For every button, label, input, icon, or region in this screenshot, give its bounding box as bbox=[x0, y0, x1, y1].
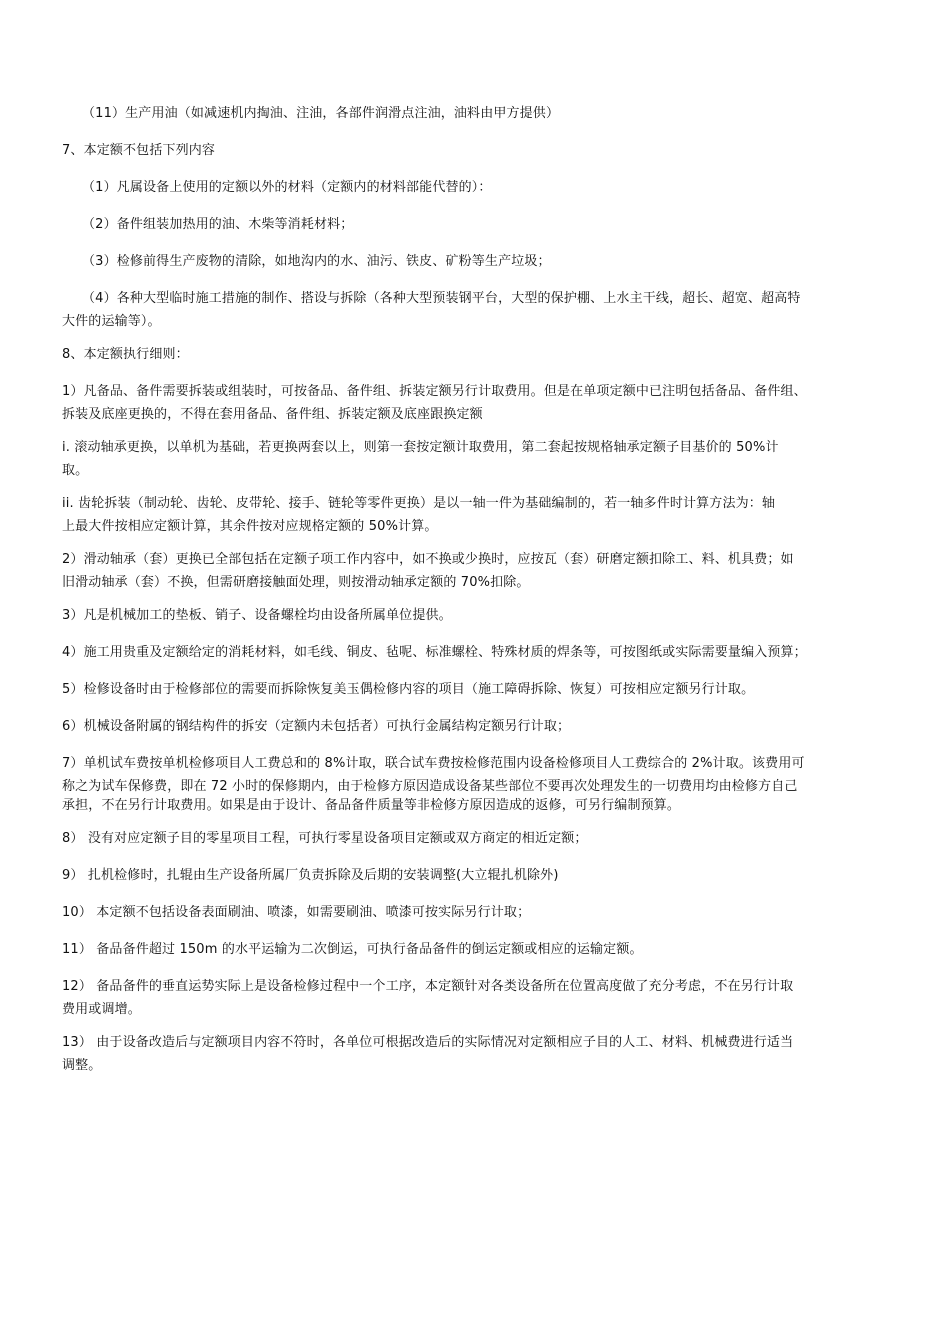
rule-11: 11） 备品备件超过 150m 的水平运输为二次倒运，可执行备品备件的倒运定额或相应的运输定额。 bbox=[62, 942, 643, 957]
rule-1-i-line2: 取。 bbox=[62, 463, 89, 478]
section-7-item-4-line2: 大件的运输等）。 bbox=[62, 314, 161, 329]
section-7-item-3: （3）检修前得生产废物的清除，如地沟内的水、油污、铁皮、矿粉等生产垃圾； bbox=[82, 254, 551, 269]
section-7-item-2: （2）备件组装加热用的油、木柴等消耗材料； bbox=[82, 217, 354, 232]
document-body bbox=[62, 95, 892, 1080]
section-8-heading: 8、本定额执行细则： bbox=[62, 347, 189, 362]
rule-1-ii-line1: ii. 齿轮拆装（制动轮、齿轮、皮带轮、接手、链轮等零件更换）是以一轴一件为基础编制的，若一轴多件时计算方法为：轴 bbox=[62, 496, 776, 511]
rule-12-line2: 费用或调增。 bbox=[62, 1002, 141, 1017]
section-7-item-1: （1）凡属设备上使用的定额以外的材料（定额内的材料部能代替的）： bbox=[82, 180, 492, 195]
rule-8: 8） 没有对应定额子目的零星项目工程，可执行零星设备项目定额或双方商定的相近定额； bbox=[62, 831, 588, 846]
rule-9: 9） 扎机检修时，扎辊由生产设备所属厂负责拆除及后期的安装调整(大立辊扎机除外) bbox=[62, 868, 559, 883]
rule-7-line1: 7）单机试车费按单机检修项目人工费总和的 8%计取，联合试车费按检修范围内设备检修项目人工费综合的 2%计取。该费用可 bbox=[62, 756, 805, 771]
item-11-production-oil: （11）生产用油（如减速机内掏油、注油，各部件润滑点注油，油料由甲方提供） bbox=[82, 106, 560, 121]
section-7-heading: 7、本定额不包括下列内容 bbox=[62, 143, 216, 158]
rule-13-line2: 调整。 bbox=[62, 1058, 102, 1073]
rule-1-i-line1: i. 滚动轴承更换，以单机为基础，若更换两套以上，则第一套按定额计取费用，第二套起按规格轴承定额子目基价的 50%计 bbox=[62, 440, 779, 455]
rule-2-line1: 2）滑动轴承（套）更换已全部包括在定额子项工作内容中，如不换或少换时，应按瓦（套）研磨定额扣除工、料、机具费；如 bbox=[62, 552, 794, 567]
rule-4: 4）施工用贵重及定额给定的消耗材料，如毛线、铜皮、毡呢、标准螺栓、特殊材质的焊条等，可按图纸或实际需要量编入预算； bbox=[62, 645, 807, 660]
rule-5: 5）检修设备时由于检修部位的需要而拆除恢复美玉偶检修内容的项目（施工障碍拆除、恢复）可按相应定额另行计取。 bbox=[62, 682, 755, 697]
rule-7-line3: 承担，不在另行计取费用。如果是由于设计、备品备件质量等非检修方原因造成的返修，可另行编制预算。 bbox=[62, 798, 681, 813]
rule-10: 10） 本定额不包括设备表面刷油、喷漆，如需要刷油、喷漆可按实际另行计取； bbox=[62, 905, 531, 920]
rule-12-line1: 12） 备品备件的垂直运势实际上是设备检修过程中一个工序，本定额针对各类设备所在位置高度做了充分考虑，不在另行计取 bbox=[62, 979, 794, 994]
rule-3: 3）凡是机械加工的垫板、销子、设备螺栓均由设备所属单位提供。 bbox=[62, 608, 452, 623]
rule-2-line2: 旧滑动轴承（套）不换，但需研磨接触面处理，则按滑动轴承定额的 70%扣除。 bbox=[62, 575, 530, 590]
section-7-item-4-line1: （4）各种大型临时施工措施的制作、搭设与拆除（各种大型预装钢平台，大型的保护棚、上水主干线，超长、超宽、超高特 bbox=[82, 291, 801, 306]
rule-7-line2: 称之为试车保修费，即在 72 小时的保修期内，由于检修方原因造成设备某些部位不要再次处理发生的一切费用均由检修方自己 bbox=[62, 779, 798, 794]
rule-1-ii-line2: 上最大件按相应定额计算，其余件按对应规格定额的 50%计算。 bbox=[62, 519, 438, 534]
rule-1-line2: 拆装及底座更换的，不得在套用备品、备件组、拆装定额及底座跟换定额 bbox=[62, 407, 483, 422]
rule-13-line1: 13） 由于设备改造后与定额项目内容不符时，各单位可根据改造后的实际情况对定额相应子目的人工、材料、机械费进行适当 bbox=[62, 1035, 794, 1050]
rule-1-line1: 1）凡备品、备件需要拆装或组装时，可按备品、备件组、拆装定额另行计取费用。但是在单项定额中已注明包括备品、备件组、 bbox=[62, 384, 807, 399]
rule-6: 6）机械设备附属的钢结构件的拆安（定额内未包括者）可执行金属结构定额另行计取； bbox=[62, 719, 571, 734]
